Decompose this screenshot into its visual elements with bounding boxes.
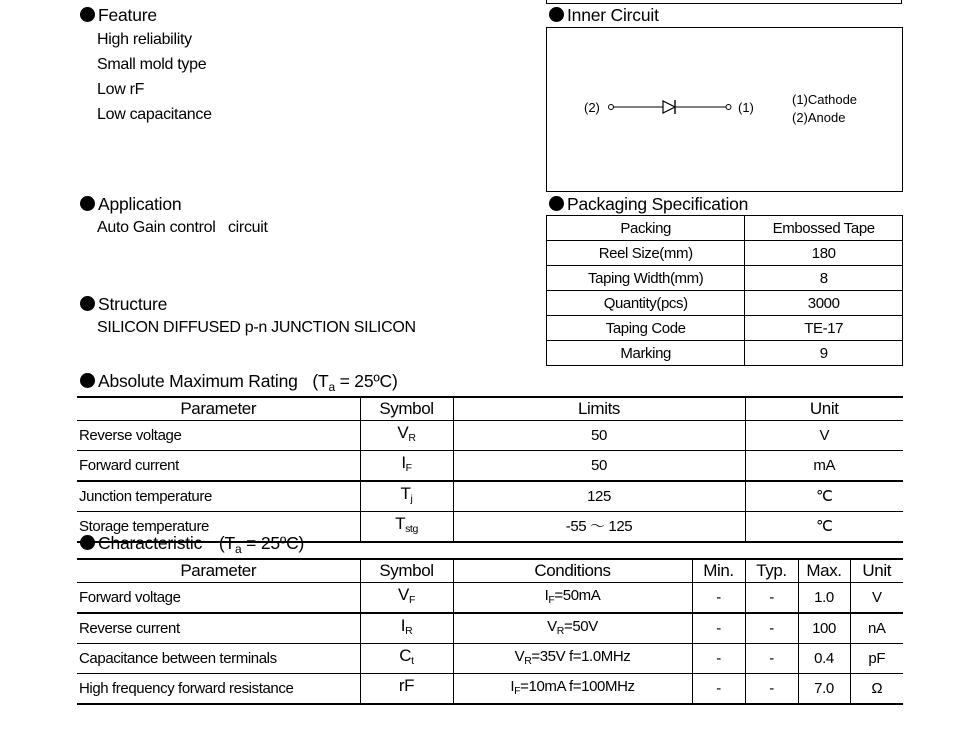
max-cell: 1.0 bbox=[798, 583, 850, 614]
unit-cell: pF bbox=[850, 644, 903, 674]
param-cell: Reverse current bbox=[77, 613, 360, 644]
bullet-icon bbox=[80, 296, 95, 311]
cathode-legend: (1)Cathode bbox=[792, 92, 858, 107]
table-row bbox=[77, 674, 903, 705]
unit-cell: nA bbox=[850, 613, 903, 644]
unit-cell: mA bbox=[745, 451, 903, 482]
table-header-row bbox=[77, 559, 903, 583]
limits-cell: 125 bbox=[453, 481, 745, 512]
table-row bbox=[547, 266, 903, 291]
characteristic-heading: Characteristic ($T_a$ = 25ºC) bbox=[80, 533, 304, 556]
col-header: Limits bbox=[453, 397, 745, 421]
unit-cell: ℃ bbox=[745, 512, 903, 543]
symbol-cell: Ct bbox=[360, 644, 453, 674]
inner-circuit-box bbox=[546, 27, 903, 192]
typ-cell: - bbox=[745, 613, 798, 644]
application-text: Auto Gain control circuit bbox=[97, 219, 268, 236]
table-row bbox=[547, 291, 903, 316]
pin-right-label: (1) bbox=[738, 100, 754, 115]
anode-legend: (2)Anode bbox=[792, 110, 846, 125]
abs-max-table bbox=[77, 396, 903, 543]
feature-heading: Feature bbox=[80, 5, 157, 26]
pkg-value: TE-17 bbox=[745, 316, 903, 341]
unit-cell: V bbox=[850, 583, 903, 614]
param-cell: Storage temperature bbox=[77, 512, 360, 543]
typ-cell: - bbox=[745, 644, 798, 674]
conditions-cell: $I_F=10mA$ f=100MHz bbox=[453, 674, 692, 705]
param-cell: High frequency forward resistance bbox=[77, 674, 360, 705]
characteristic-table bbox=[77, 558, 903, 705]
symbol-cell: IF bbox=[360, 451, 453, 482]
typ-cell: - bbox=[745, 674, 798, 705]
table-header-row bbox=[77, 397, 903, 421]
pkg-label: Taping Width(mm) bbox=[547, 266, 745, 291]
table-row bbox=[547, 341, 903, 366]
feature-item: Low capacitance bbox=[97, 106, 212, 123]
conditions-cell: $I_F=50mA$ bbox=[453, 583, 692, 614]
feature-item: Low rF bbox=[97, 81, 145, 98]
top-box-edge bbox=[546, 0, 902, 4]
max-cell: 7.0 bbox=[798, 674, 850, 705]
pkg-label: Marking bbox=[547, 341, 745, 366]
feature-item: Small mold type bbox=[97, 56, 207, 73]
col-header: Unit bbox=[745, 397, 903, 421]
inner-circuit-heading: Inner Circuit bbox=[549, 5, 659, 26]
min-cell: - bbox=[692, 674, 745, 705]
conditions-cell: $V_R=35V$ f=1.0MHz bbox=[453, 644, 692, 674]
param-cell: Reverse voltage bbox=[77, 421, 360, 451]
packaging-heading: Packaging Specification bbox=[549, 194, 748, 215]
pkg-value: 3000 bbox=[745, 291, 903, 316]
pkg-value: 8 bbox=[745, 266, 903, 291]
col-header: Parameter bbox=[77, 397, 360, 421]
table-row bbox=[547, 241, 903, 266]
pkg-label: Quantity(pcs) bbox=[547, 291, 745, 316]
symbol-cell: VF bbox=[360, 583, 453, 614]
param-cell: Forward voltage bbox=[77, 583, 360, 614]
min-cell: - bbox=[692, 644, 745, 674]
unit-cell: Ω bbox=[850, 674, 903, 705]
symbol-cell: Tstg bbox=[360, 512, 453, 543]
col-header: Unit bbox=[850, 559, 903, 583]
pkg-value: Embossed Tape bbox=[745, 216, 903, 241]
abs-max-heading: Absolute Maximum Rating ($T_a$ = 25ºC) bbox=[80, 371, 398, 394]
pkg-value: 180 bbox=[745, 241, 903, 266]
symbol-cell: rF bbox=[360, 674, 453, 705]
bullet-icon bbox=[549, 196, 564, 211]
structure-heading: Structure bbox=[80, 294, 167, 315]
pkg-label: Taping Code bbox=[547, 316, 745, 341]
typ-cell: - bbox=[745, 583, 798, 614]
pkg-value: 9 bbox=[745, 341, 903, 366]
col-header: Symbol bbox=[360, 559, 453, 583]
symbol-cell: Tj bbox=[360, 481, 453, 512]
table-row bbox=[547, 316, 903, 341]
feature-item: High reliability bbox=[97, 31, 192, 48]
max-cell: 0.4 bbox=[798, 644, 850, 674]
col-header: Parameter bbox=[77, 559, 360, 583]
bullet-icon bbox=[80, 535, 95, 550]
table-row bbox=[77, 583, 903, 614]
param-cell: Capacitance between terminals bbox=[77, 644, 360, 674]
pkg-label: Reel Size(mm) bbox=[547, 241, 745, 266]
param-cell: Forward current bbox=[77, 451, 360, 482]
limits-cell: 50 bbox=[453, 451, 745, 482]
param-cell: Junction temperature bbox=[77, 481, 360, 512]
table-row bbox=[77, 481, 903, 512]
max-cell: 100 bbox=[798, 613, 850, 644]
diode-symbol-icon bbox=[607, 96, 737, 118]
col-header: Typ. bbox=[745, 559, 798, 583]
limits-cell: 50 bbox=[453, 421, 745, 451]
characteristic-condition: ($T_a$ = 25ºC) bbox=[218, 533, 305, 556]
bullet-icon bbox=[549, 7, 564, 22]
min-cell: - bbox=[692, 583, 745, 614]
col-header: Min. bbox=[692, 559, 745, 583]
table-row bbox=[77, 644, 903, 674]
bullet-icon bbox=[80, 373, 95, 388]
unit-cell: ℃ bbox=[745, 481, 903, 512]
col-header: Symbol bbox=[360, 397, 453, 421]
table-row bbox=[77, 613, 903, 644]
bullet-icon bbox=[80, 196, 95, 211]
bullet-icon bbox=[80, 7, 95, 22]
packaging-table bbox=[546, 215, 903, 366]
table-row bbox=[77, 451, 903, 482]
pin-left-label: (2) bbox=[584, 100, 600, 115]
conditions-cell: $V_R=50V$ bbox=[453, 613, 692, 644]
table-row bbox=[547, 216, 903, 241]
limits-cell: -55 ～ 125 bbox=[453, 512, 745, 543]
min-cell: - bbox=[692, 613, 745, 644]
structure-text: SILICON DIFFUSED p-n JUNCTION SILICON bbox=[97, 319, 416, 336]
col-header: Conditions bbox=[453, 559, 692, 583]
pkg-label: Packing bbox=[547, 216, 745, 241]
table-row bbox=[77, 421, 903, 451]
symbol-cell: IR bbox=[360, 613, 453, 644]
col-header: Max. bbox=[798, 559, 850, 583]
abs-max-condition: ($T_a$ = 25ºC) bbox=[312, 371, 398, 394]
unit-cell: V bbox=[745, 421, 903, 451]
application-heading: Application bbox=[80, 194, 181, 215]
symbol-cell: VR bbox=[360, 421, 453, 451]
